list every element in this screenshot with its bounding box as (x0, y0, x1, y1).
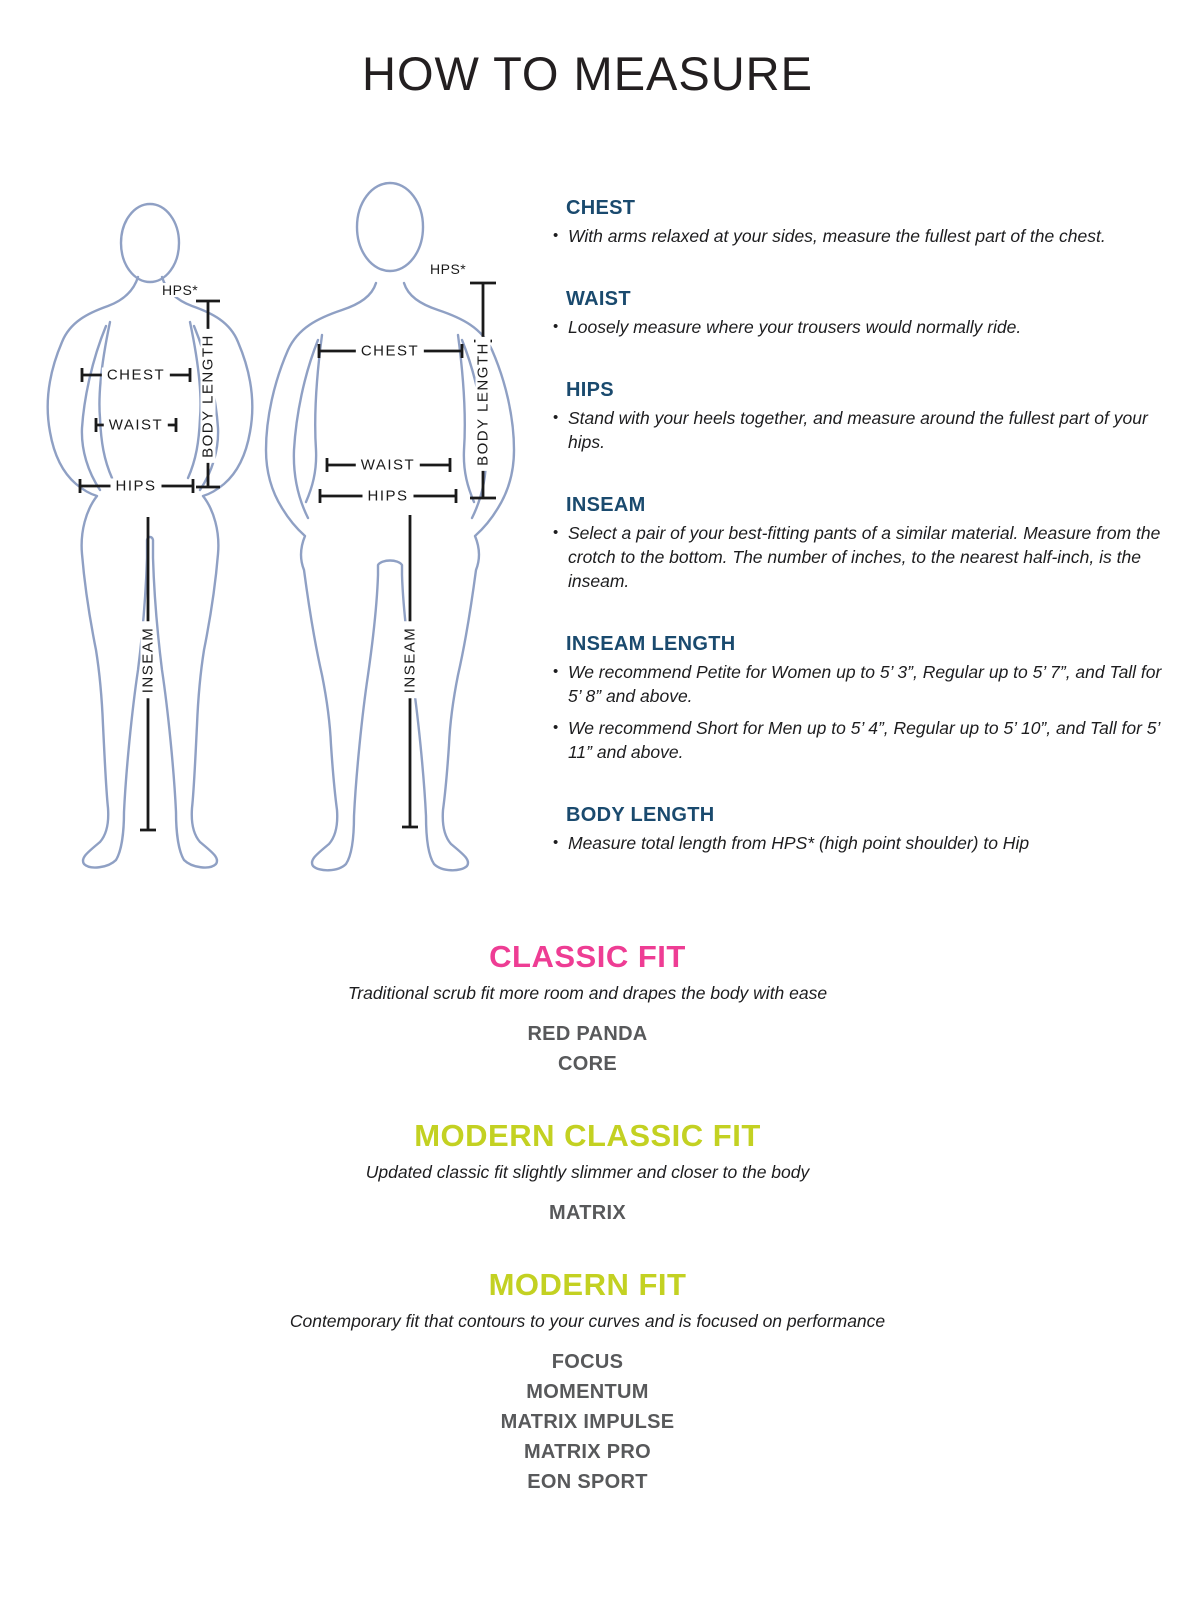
male-hips-label: HIPS (362, 489, 413, 504)
female-waist-label: WAIST (104, 418, 168, 433)
bullet-dot: • (553, 227, 559, 244)
male-measure-lines (319, 283, 496, 827)
fit-name: MODERN CLASSIC FIT (414, 1118, 761, 1153)
male-chest-label: CHEST (356, 344, 424, 359)
product-name: MATRIX (549, 1202, 626, 1224)
bullet-item (553, 315, 1173, 339)
product-name: MATRIX PRO (523, 1441, 652, 1463)
section-heading: BODY LENGTH (566, 804, 715, 826)
bullet-text: With arms relaxed at your sides, measure the fullest part of the chest. (568, 226, 1106, 246)
bullet-text: We recommend Short for Men up to 5’ 4”, Regular up to 5’ 10”, and Tall for 5’ 11” and above. (568, 718, 1160, 762)
male-inseam-label: INSEAM (403, 622, 418, 699)
bullet-dot: • (553, 663, 559, 680)
bullet-item (553, 224, 1173, 248)
bullet-text: We recommend Petite for Women up to 5’ 3”, Regular up to 5’ 7”, and Tall for 5’ 8” and above. (568, 662, 1162, 706)
male-hps-label: HPS* (430, 261, 467, 277)
bullet-item (553, 406, 1173, 454)
product-name: MATRIX IMPULSE (500, 1411, 675, 1433)
fit-description: Contemporary fit that contours to your curves and is focused on performance (289, 1311, 886, 1331)
measure-section-waist (553, 288, 1173, 339)
measure-section-inseam-length (553, 633, 1173, 764)
bullet-text: Loosely measure where your trousers would normally ride. (568, 317, 1022, 337)
fit-description: Updated classic fit slightly slimmer and closer to the body (365, 1162, 810, 1182)
female-inseam-label: INSEAM (141, 622, 156, 699)
measure-instructions (553, 197, 1173, 895)
product-list (0, 1019, 1175, 1079)
bullet-text: Select a pair of your best-fitting pants of a similar material. Measure from the crotch to the bottom. The number of inches, to the nearest half-inch, is the inseam. (568, 523, 1161, 591)
fit-section-modern-classic (0, 1117, 1175, 1228)
bullet-dot: • (553, 719, 559, 736)
female-hips-label: HIPS (110, 479, 161, 494)
measure-section-chest (553, 197, 1173, 248)
male-figure-outline (266, 183, 514, 870)
section-heading: HIPS (566, 379, 614, 401)
measure-section-inseam (553, 494, 1173, 593)
bullet-dot: • (553, 834, 559, 851)
product-name: CORE (558, 1053, 617, 1075)
female-figure-outline (48, 204, 253, 867)
measurement-lines (80, 283, 496, 830)
bullet-item (553, 716, 1173, 764)
section-heading: INSEAM (566, 494, 646, 516)
product-name: MOMENTUM (526, 1381, 649, 1403)
product-list (0, 1198, 1175, 1228)
product-name: EON SPORT (527, 1471, 648, 1493)
page-title: HOW TO MEASURE (362, 47, 813, 100)
bullet-dot: • (553, 409, 559, 426)
female-hps-label: HPS* (162, 282, 199, 298)
fit-section-modern (0, 1266, 1175, 1497)
fit-name: MODERN FIT (488, 1267, 687, 1302)
female-body-length-label: BODY LENGTH (201, 329, 216, 463)
fit-name: CLASSIC FIT (489, 939, 686, 974)
measure-section-hips (553, 379, 1173, 454)
bullet-item (553, 660, 1173, 708)
bullet-text: Stand with your heels together, and measure around the fullest part of your hips. (568, 408, 1148, 452)
female-chest-label: CHEST (102, 368, 170, 383)
section-heading: CHEST (566, 197, 636, 219)
measure-section-body-length (553, 804, 1173, 855)
bullet-dot: • (553, 318, 559, 335)
male-waist-label: WAIST (356, 458, 420, 473)
bullet-text: Measure total length from HPS* (high point shoulder) to Hip (568, 833, 1030, 853)
bullet-item (553, 521, 1173, 593)
fit-section-classic (0, 938, 1175, 1079)
section-heading: INSEAM LENGTH (566, 633, 736, 655)
bullet-item (553, 831, 1173, 855)
product-name: FOCUS (551, 1351, 624, 1373)
fit-description: Traditional scrub fit more room and drapes the body with ease (347, 983, 828, 1003)
bullet-dot: • (553, 524, 559, 541)
male-body-length-label: BODY LENGTH (476, 337, 491, 471)
product-name: RED PANDA (527, 1023, 648, 1045)
fit-guide (0, 938, 1175, 1535)
product-list (0, 1347, 1175, 1497)
section-heading: WAIST (566, 288, 631, 310)
